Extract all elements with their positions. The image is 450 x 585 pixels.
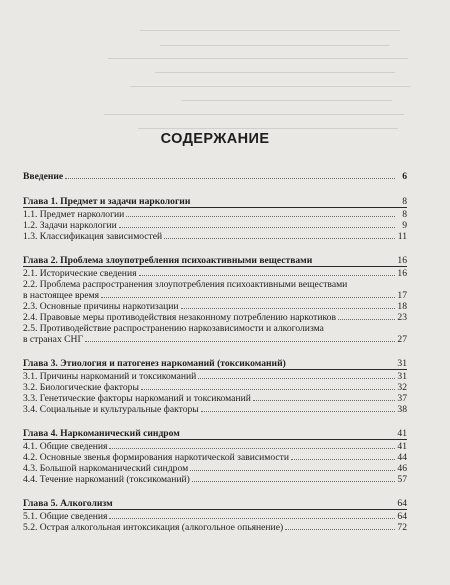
toc-chapter-heading[interactable] [23,498,407,510]
toc-entry[interactable] [23,301,407,312]
bleed-stroke [108,58,408,59]
dot-leader [253,400,395,401]
dot-leader [201,411,395,412]
toc-entry[interactable] [23,452,407,463]
dot-leader [65,178,395,179]
bleed-stroke [160,45,390,46]
toc-page-number: 18 [397,301,407,312]
toc-entry-continuation [23,334,407,345]
bleed-stroke [130,86,410,87]
toc-entry[interactable] [23,511,407,522]
toc-page-number: 8 [402,196,407,207]
toc-page-number: 23 [397,312,407,323]
toc-page-number: 46 [397,463,407,474]
toc-chapters [23,196,407,533]
toc-chapter-label: Глава 4. Наркоманический синдром [23,428,180,439]
toc-entry[interactable] [23,268,407,279]
toc-entry-label: 1.1. Предмет наркологии [23,209,125,220]
toc-chapter-heading[interactable] [23,255,407,267]
toc-page-number: 16 [397,255,407,266]
toc-chapter-heading[interactable] [23,358,407,370]
toc-chapter-label: Глава 5. Алкоголизм [23,498,113,509]
toc-entry-label: 3.1. Причины наркоманий и токсикоманий [23,371,197,382]
toc-page-number: 16 [397,268,407,279]
dot-leader [291,459,395,460]
toc-entry-label: 3.4. Социальные и культуральные факторы [23,404,199,415]
toc-entry[interactable] [23,220,407,231]
dot-leader [198,378,395,379]
toc-entry-label: 4.4. Течение наркоманий (токсикоманий) [23,474,190,485]
toc-chapter-label: Глава 1. Предмет и задачи наркологии [23,196,191,207]
toc-entry[interactable] [23,209,407,220]
bleed-through-text [0,0,450,140]
toc-page-number: 57 [397,474,407,485]
dot-leader [164,238,395,239]
toc-page-number: 64 [397,511,407,522]
bleed-stroke [140,30,400,31]
toc-chapter-group [23,255,407,345]
toc-page-number: 9 [402,220,407,231]
toc-page-number: 27 [397,334,407,345]
toc-page-number: 32 [397,382,407,393]
toc-entry[interactable] [23,393,407,404]
toc-entry-continuation [23,290,407,301]
toc-entry-label: 1.2. Задачи наркологии [23,220,117,231]
bleed-stroke [104,114,404,115]
toc-page-number: 11 [397,231,407,242]
toc-entry-intro[interactable] [23,171,407,182]
toc-page-number: 44 [397,452,407,463]
dot-leader [119,227,395,228]
dot-leader [139,275,396,276]
dot-leader [190,470,395,471]
toc-entry-label: 5.2. Острая алкогольная интоксикация (алкогольное опьянение) [23,522,284,533]
toc-chapter-heading[interactable] [23,428,407,440]
toc-entry-label: 4.3. Большой наркоманический синдром [23,463,189,474]
dot-leader [101,297,395,298]
toc-entry-label: 3.3. Генетические факторы наркоманий и токсикоманий [23,393,251,404]
dot-leader [192,481,395,482]
toc-chapter-group [23,498,407,533]
toc-entry-label-continued: в странах СНГ [23,334,84,345]
toc-page-number: 31 [397,371,407,382]
toc-entry[interactable] [23,522,407,533]
dot-leader [181,308,396,309]
toc-page-number: 41 [397,441,407,452]
page-title: СОДЕРЖАНИЕ [160,131,270,147]
dot-leader [285,529,395,530]
toc-entry-label: 3.2. Биологические факторы [23,382,139,393]
toc-entry-label: 2.3. Основные причины наркотизации [23,301,179,312]
toc-entry[interactable] [23,474,407,485]
toc-entry-label: 5.1. Общие сведения [23,511,108,522]
toc-page-number: 37 [397,393,407,404]
dot-leader [85,341,395,342]
toc-entry-label: 1.3. Классификация зависимостей [23,231,163,242]
toc-entry-label-continued: в настоящее время [23,290,100,301]
toc-entry-label: 4.2. Основные звенья формирования наркотической зависимости [23,452,289,463]
bleed-stroke [155,72,395,73]
toc-page-number: 17 [397,290,407,301]
toc-entry-label: 2.1. Исторические сведения [23,268,137,279]
toc-entry[interactable] [23,441,407,452]
toc-chapter-label: Глава 2. Проблема злоупотребления психоактивными веществами [23,255,313,266]
toc-entry-label: Введение [23,171,64,182]
toc-page-number: 64 [397,498,407,509]
toc-chapter-group [23,196,407,242]
toc-page-number: 6 [402,171,407,182]
toc-entry[interactable] [23,231,407,242]
toc-chapter-group [23,428,407,485]
toc-page-number: 72 [397,522,407,533]
toc-page-number: 31 [397,358,407,369]
toc-entry[interactable] [23,463,407,474]
toc-entry[interactable] [23,312,407,323]
toc-entry-label: 2.2. Проблема распространения злоупотребления психоактивными веществами [23,279,348,290]
toc-chapter-label: Глава 3. Этиология и патогенез наркоманий (токсикоманий) [23,358,286,369]
toc-entry[interactable] [23,371,407,382]
table-of-contents [23,171,407,546]
dot-leader [109,448,395,449]
toc-entry[interactable] [23,279,407,301]
dot-leader [141,389,395,390]
toc-entry[interactable] [23,404,407,415]
toc-page-number: 41 [397,428,407,439]
bleed-stroke [182,100,392,101]
toc-entry-label: 2.5. Противодействие распространению наркозависимости и алкоголизма [23,323,324,334]
dot-leader [126,216,395,217]
dot-leader [338,319,395,320]
toc-entry[interactable] [23,382,407,393]
toc-page-number: 8 [402,209,407,220]
toc-intro-group [23,171,407,182]
toc-entry-label: 4.1. Общие сведения [23,441,108,452]
toc-entry-label: 2.4. Правовые меры противодействия незаконному потреблению наркотиков [23,312,336,323]
toc-entry[interactable] [23,323,407,345]
toc-page-number: 38 [397,404,407,415]
toc-chapter-heading[interactable] [23,196,407,208]
bleed-stroke [138,128,398,129]
dot-leader [109,518,395,519]
toc-chapter-group [23,358,407,415]
